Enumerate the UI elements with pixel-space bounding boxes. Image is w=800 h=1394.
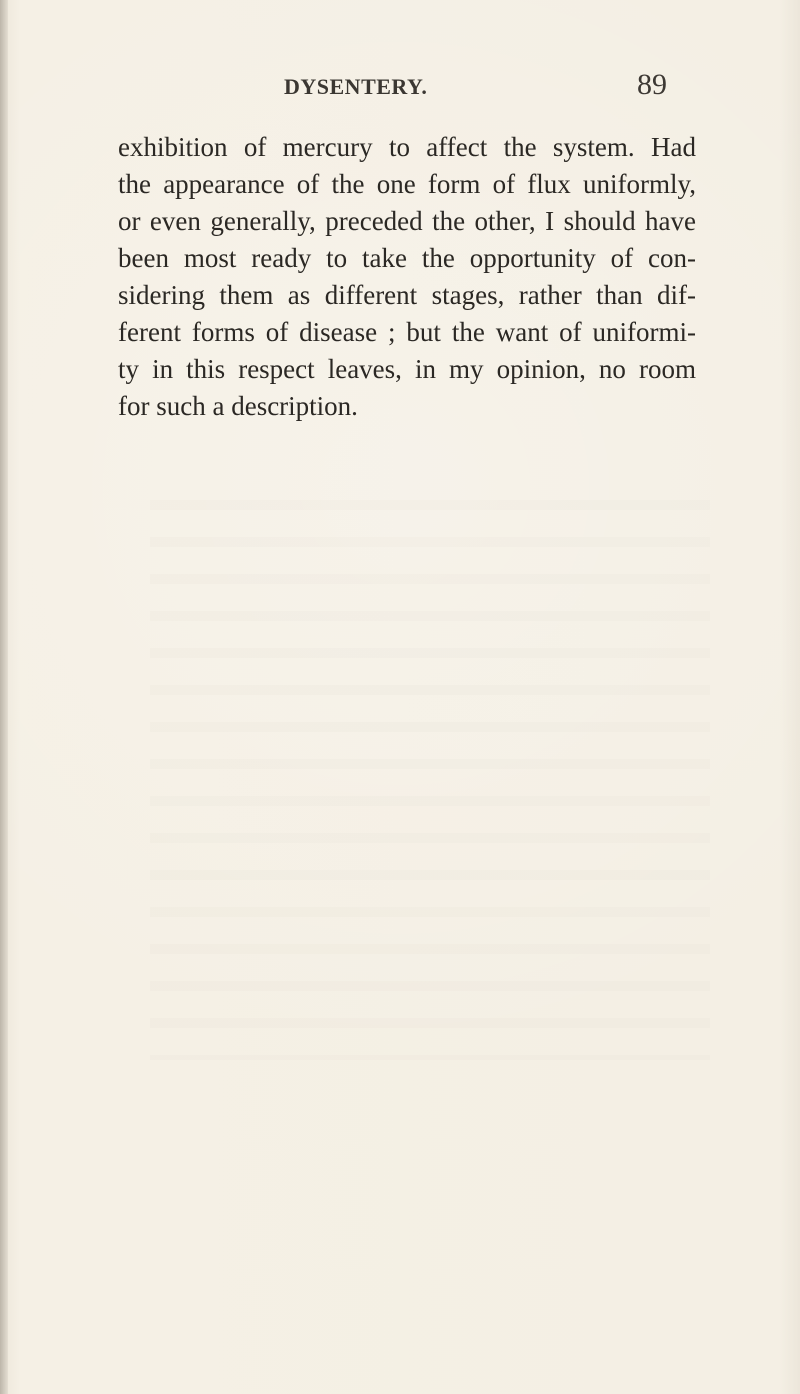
body-paragraph: [118, 129, 696, 425]
text-line: sidering them as different stages, rather than dif-: [118, 280, 696, 310]
text-line: the appearance of the one form of flux uniformly,: [118, 169, 696, 199]
text-line: exhibition of mercury to affect the system. Had: [118, 132, 696, 162]
text-line: ferent forms of disease ; but the want of uniformi-: [118, 317, 696, 347]
text-line: or even generally, preceded the other, I should have: [118, 206, 696, 236]
show-through-texture: [150, 500, 710, 1060]
text-line: for such a description.: [118, 391, 358, 421]
page-left-edge: [0, 0, 8, 1394]
page-number: 89: [637, 68, 667, 101]
running-head: DYSENTERY.: [284, 74, 428, 99]
text-line: been most ready to take the opportunity of con-: [118, 243, 696, 273]
text-line: ty in this respect leaves, in my opinion, no room: [118, 354, 696, 384]
